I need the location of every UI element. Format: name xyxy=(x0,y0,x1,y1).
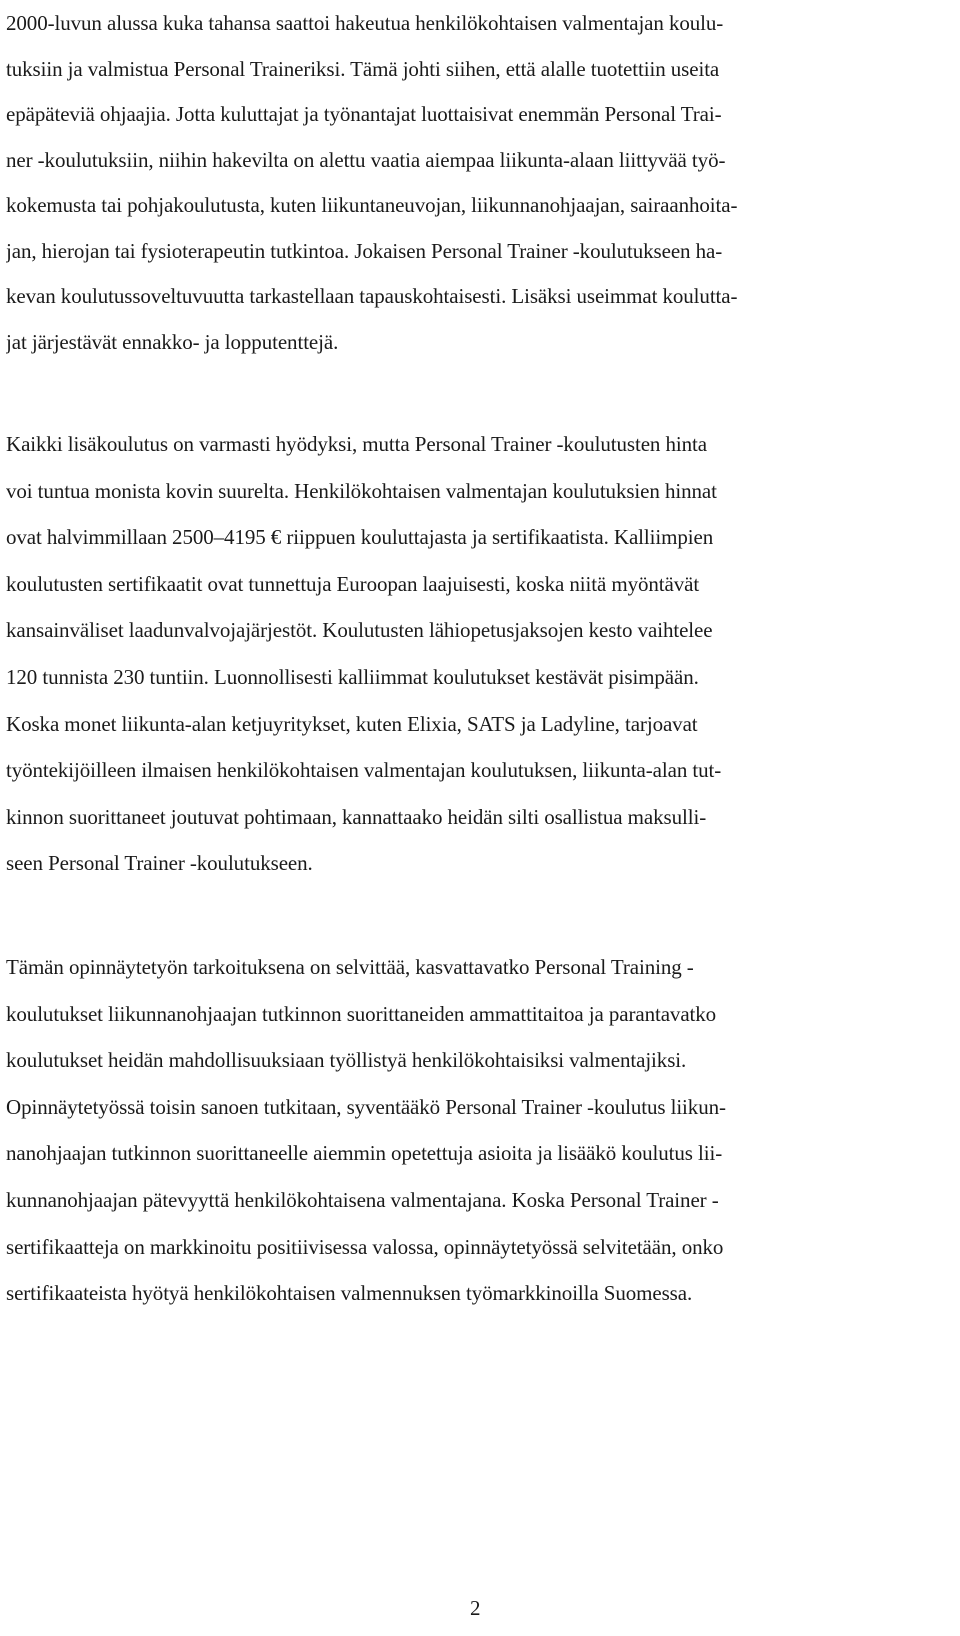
text-line: nanohjaajan tutkinnon suorittaneelle aiemmin opetettuja asioita ja lisääkö koulutus lii- xyxy=(6,1141,723,1166)
page-number: 2 xyxy=(470,1596,481,1620)
paragraph-training-costs xyxy=(6,421,921,887)
text-line: koulutukset heidän mahdollisuuksiaan työllistyä henkilökohtaisiksi valmentajiksi. xyxy=(6,1048,687,1073)
text-line: sertifikaateista hyötyä henkilökohtaisen valmennuksen työmarkkinoilla Suomessa. xyxy=(6,1281,693,1306)
text-line: Koska monet liikunta-alan ketjuyritykset, kuten Elixia, SATS ja Ladyline, tarjoavat xyxy=(6,711,698,736)
paragraph-thesis-aim xyxy=(6,944,921,1317)
text-line: kinnon suorittaneet joutuvat pohtimaan, kannattaako heidän silti osallistua maksulli- xyxy=(6,804,707,829)
text-line: 2000-luvun alussa kuka tahansa saattoi hakeutua henkilökohtaisen valmentajan koulu- xyxy=(6,11,724,35)
paragraph-pt-training-history xyxy=(6,1,921,365)
text-line: kunnanohjaajan pätevyyttä henkilökohtaisena valmentajana. Koska Personal Trainer - xyxy=(6,1187,719,1212)
text-line: epäpäteviä ohjaajia. Jotta kuluttajat ja työnantajat luottaisivat enemmän Personal Trai- xyxy=(6,102,722,126)
text-line: jan, hierojan tai fysioterapeutin tutkintoa. Jokaisen Personal Trainer -koulutukseen ha- xyxy=(6,238,723,263)
text-line: kansainväliset laadunvalvojajärjestöt. Koulutusten lähiopetusjaksojen kesto vaihtelee xyxy=(6,618,713,643)
text-line: ner -koulutuksiin, niihin hakevilta on alettu vaatia aiempaa liikunta-alaan liittyvää työ- xyxy=(6,147,726,172)
text-line: Kaikki lisäkoulutus on varmasti hyödyksi, mutta Personal Trainer -koulutusten hinta xyxy=(6,432,707,456)
text-line: seen Personal Trainer -koulutukseen. xyxy=(6,851,313,876)
text-line: työntekijöilleen ilmaisen henkilökohtaisen valmentajan koulutuksen, liikunta-alan tut- xyxy=(6,758,722,783)
text-line: kokemusta tai pohjakoulutusta, kuten liikuntaneuvojan, liikunnanohjaajan, sairaanhoita- xyxy=(6,193,738,217)
text-line: sertifikaatteja on markkinoitu positiivisessa valossa, opinnäytetyössä selvitetään, onko xyxy=(6,1234,724,1259)
text-line: koulutukset liikunnanohjaajan tutkinnon suorittaneiden ammattitaitoa ja parantavatko xyxy=(6,1001,717,1026)
text-line: Tämän opinnäytetyön tarkoituksena on selvittää, kasvattavatko Personal Training - xyxy=(6,955,694,979)
text-line: voi tuntua monista kovin suurelta. Henkilökohtaisen valmentajan koulutuksien hinnat xyxy=(6,478,717,503)
text-line: jat järjestävät ennakko- ja lopputenttejä. xyxy=(6,329,339,354)
text-line: kevan koulutussoveltuvuutta tarkastellaan tapauskohtaisesti. Lisäksi useimmat koulutta- xyxy=(6,284,738,308)
text-line: koulutusten sertifikaatit ovat tunnettuja Euroopan laajuisesti, koska niitä myöntävät xyxy=(6,571,700,596)
text-line: 120 tunnista 230 tuntiin. Luonnollisesti kalliimmat koulutukset kestävät pisimpään. xyxy=(6,664,699,689)
text-line: tuksiin ja valmistua Personal Traineriksi. Tämä johti siihen, että alalle tuotettiin useita xyxy=(6,56,720,81)
text-line: Opinnäytetyössä toisin sanoen tutkitaan, syventääkö Personal Trainer -koulutus liikun- xyxy=(6,1094,726,1119)
text-line: ovat halvimmillaan 2500–4195 € riippuen kouluttajasta ja sertifikaatista. Kalliimpien xyxy=(6,525,714,550)
